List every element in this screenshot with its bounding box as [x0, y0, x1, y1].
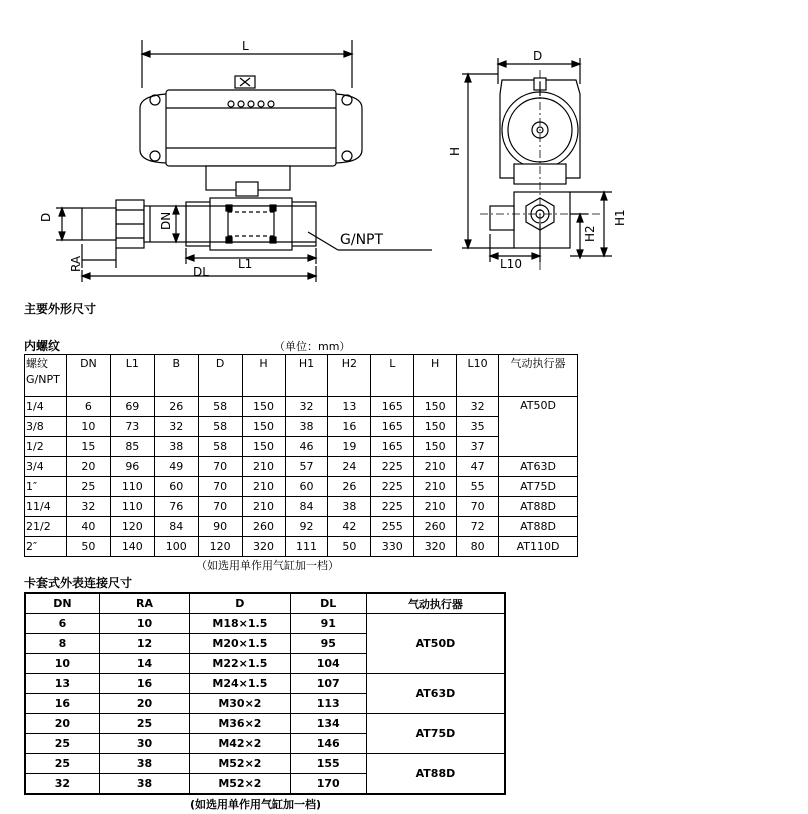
table-cell: 1/4 [25, 397, 67, 417]
header-cell: 气动执行器 [366, 593, 505, 614]
table-cell: 6 [25, 614, 99, 634]
table1-title: 内螺纹 [24, 339, 61, 353]
table-cell: 111 [285, 537, 328, 557]
table-cell: 155 [290, 754, 366, 774]
table-cell: 110 [110, 477, 154, 497]
table-cell: 80 [457, 537, 499, 557]
table-cell: 225 [371, 477, 414, 497]
table-cell: 20 [66, 457, 110, 477]
table-cell: 32 [66, 497, 110, 517]
table-cell: 70 [457, 497, 499, 517]
internal-thread-table [24, 354, 578, 557]
table-cell: 320 [242, 537, 285, 557]
actuator-cell: AT50D [499, 397, 578, 457]
table-cell: 32 [457, 397, 499, 417]
table-cell: 330 [371, 537, 414, 557]
table-row [25, 417, 578, 437]
table-cell: 25 [99, 714, 189, 734]
dim-label-H2: H2 [583, 225, 597, 242]
table-cell: 113 [290, 694, 366, 714]
table-cell: 6 [66, 397, 110, 417]
table-cell: 120 [110, 517, 154, 537]
table-cell: M18×1.5 [190, 614, 290, 634]
valve-technical-drawing [0, 0, 808, 300]
table-cell: 12 [99, 634, 189, 654]
table-cell: 47 [457, 457, 499, 477]
table-cell: 120 [198, 537, 242, 557]
header-cell: H1 [285, 355, 328, 397]
table-cell: 32 [285, 397, 328, 417]
table-cell: 10 [25, 654, 99, 674]
table-cell: 107 [290, 674, 366, 694]
header-cell: D [198, 355, 242, 397]
actuator-cell: AT88D [499, 517, 578, 537]
table-cell: 91 [290, 614, 366, 634]
table-cell: 255 [371, 517, 414, 537]
table-cell: 320 [414, 537, 457, 557]
header-cell: L10 [457, 355, 499, 397]
table2-note: (如选用单作用气缸加一档) [190, 798, 322, 811]
table-cell: 38 [285, 417, 328, 437]
table-cell: 90 [198, 517, 242, 537]
table-row [25, 614, 505, 634]
table-row [25, 714, 505, 734]
dim-label-DN: DN [159, 211, 173, 230]
header-cell: DN [25, 593, 99, 614]
table-cell: 50 [328, 537, 371, 557]
table-cell: 16 [99, 674, 189, 694]
table-cell: 3/8 [25, 417, 67, 437]
table-cell: 225 [371, 457, 414, 477]
header-cell: L [371, 355, 414, 397]
dim-label-DL: DL [193, 265, 209, 279]
table-cell: 70 [198, 457, 242, 477]
actuator-cell: AT88D [366, 754, 505, 795]
table-cell: 38 [154, 437, 198, 457]
table-cell: 92 [285, 517, 328, 537]
table-cell: M52×2 [190, 774, 290, 795]
table-row [25, 517, 578, 537]
table-cell: 3/4 [25, 457, 67, 477]
table-cell: 260 [414, 517, 457, 537]
table2-title: 卡套式外表连接尺寸 [24, 576, 133, 590]
header-cell: D [190, 593, 290, 614]
table-cell: 70 [198, 477, 242, 497]
table-cell: 84 [154, 517, 198, 537]
header-thread-label: 螺纹 [26, 357, 48, 370]
table-cell: 38 [99, 774, 189, 795]
table-cell: 25 [25, 734, 99, 754]
table-cell: 40 [66, 517, 110, 537]
table-cell: 37 [457, 437, 499, 457]
table-cell: 60 [154, 477, 198, 497]
table-cell: 25 [25, 754, 99, 774]
table-cell: 150 [414, 417, 457, 437]
table-cell: 26 [154, 397, 198, 417]
table-cell: 134 [290, 714, 366, 734]
table-cell: M42×2 [190, 734, 290, 754]
table-cell: M24×1.5 [190, 674, 290, 694]
header-cell: H2 [328, 355, 371, 397]
table-cell: 16 [328, 417, 371, 437]
table-cell: 146 [290, 734, 366, 754]
dim-label-L: L [242, 39, 249, 53]
table1-note: （如选用单作用气缸加一档） [196, 559, 339, 572]
table-cell: 50 [66, 537, 110, 557]
compression-fitting-table [24, 592, 506, 795]
table-cell: 13 [25, 674, 99, 694]
table-cell: 85 [110, 437, 154, 457]
table-cell: 2″ [25, 537, 67, 557]
table-cell: 55 [457, 477, 499, 497]
table-cell: 150 [242, 437, 285, 457]
table-cell: 150 [414, 437, 457, 457]
table-cell: 15 [66, 437, 110, 457]
table-cell: 8 [25, 634, 99, 654]
table-cell: 25 [66, 477, 110, 497]
table-cell: 32 [154, 417, 198, 437]
header-cell: RA [99, 593, 189, 614]
actuator-cell: AT63D [366, 674, 505, 714]
table-cell: 16 [25, 694, 99, 714]
header-cell: 气动执行器 [499, 355, 578, 397]
table-cell: 210 [414, 457, 457, 477]
dim-label-RA: RA [69, 255, 83, 272]
table-cell: 150 [414, 397, 457, 417]
table-cell: 165 [371, 397, 414, 417]
dim-label-L10: L10 [500, 257, 522, 271]
table2-header-row [25, 593, 505, 614]
table-cell: 32 [25, 774, 99, 795]
dim-label-H: H [448, 146, 462, 156]
table-cell: 210 [242, 497, 285, 517]
table-cell: 1/2 [25, 437, 67, 457]
table-cell: M22×1.5 [190, 654, 290, 674]
table-cell: 104 [290, 654, 366, 674]
table-cell: 72 [457, 517, 499, 537]
table-cell: 58 [198, 417, 242, 437]
table-cell: 165 [371, 417, 414, 437]
table-cell: 69 [110, 397, 154, 417]
table-row [25, 477, 578, 497]
table-cell: 210 [242, 477, 285, 497]
dim-label-G-NPT: G/NPT [340, 232, 384, 248]
table-cell: 95 [290, 634, 366, 654]
table-row [25, 537, 578, 557]
table-cell: 42 [328, 517, 371, 537]
table-cell: 210 [242, 457, 285, 477]
table-cell: 30 [99, 734, 189, 754]
table-cell: 260 [242, 517, 285, 537]
table-cell: M36×2 [190, 714, 290, 734]
dim-label-D-side: D [533, 49, 543, 63]
table-cell: 225 [371, 497, 414, 517]
table-cell: M20×1.5 [190, 634, 290, 654]
header-thread-std: G/NPT [26, 373, 60, 386]
table-row [25, 674, 505, 694]
table-row [25, 497, 578, 517]
table-cell: M30×2 [190, 694, 290, 714]
table-cell: 57 [285, 457, 328, 477]
header-cell: DL [290, 593, 366, 614]
table1-header-row [25, 355, 578, 397]
table-cell: 210 [414, 477, 457, 497]
table-cell: 58 [198, 437, 242, 457]
table-cell: 35 [457, 417, 499, 437]
table-cell: 21/2 [25, 517, 67, 537]
actuator-cell: AT75D [366, 714, 505, 754]
table-cell: 24 [328, 457, 371, 477]
table-row [25, 397, 578, 417]
table-cell: 46 [285, 437, 328, 457]
header-cell: B [154, 355, 198, 397]
table-cell: 60 [285, 477, 328, 497]
table-cell: 165 [371, 437, 414, 457]
table-cell: 210 [414, 497, 457, 517]
table-cell: 150 [242, 397, 285, 417]
table-cell: 96 [110, 457, 154, 477]
actuator-cell: AT110D [499, 537, 578, 557]
header-cell [25, 355, 67, 397]
table-cell: 11/4 [25, 497, 67, 517]
table-cell: M52×2 [190, 754, 290, 774]
table-cell: 10 [99, 614, 189, 634]
table-cell: 1″ [25, 477, 67, 497]
dim-label-L1: L1 [238, 257, 253, 271]
dim-label-D: D [39, 212, 53, 222]
table-cell: 14 [99, 654, 189, 674]
header-cell: DN [66, 355, 110, 397]
header-cell: H [242, 355, 285, 397]
table-cell: 26 [328, 477, 371, 497]
table-cell: 170 [290, 774, 366, 795]
table-cell: 20 [99, 694, 189, 714]
table-row [25, 754, 505, 774]
table-cell: 150 [242, 417, 285, 437]
actuator-cell: AT88D [499, 497, 578, 517]
header-cell: L1 [110, 355, 154, 397]
table-cell: 110 [110, 497, 154, 517]
table-cell: 20 [25, 714, 99, 734]
table-row [25, 437, 578, 457]
table-cell: 73 [110, 417, 154, 437]
section-title: 主要外形尺寸 [24, 302, 97, 316]
table-cell: 38 [328, 497, 371, 517]
actuator-cell: AT75D [499, 477, 578, 497]
table1-unit: （单位：mm） [274, 340, 351, 353]
actuator-cell: AT50D [366, 614, 505, 674]
table-cell: 84 [285, 497, 328, 517]
table-cell: 19 [328, 437, 371, 457]
table-cell: 58 [198, 397, 242, 417]
table-cell: 38 [99, 754, 189, 774]
header-cell: H [414, 355, 457, 397]
table-cell: 70 [198, 497, 242, 517]
dim-label-H1: H1 [613, 209, 627, 226]
actuator-cell: AT63D [499, 457, 578, 477]
table-cell: 49 [154, 457, 198, 477]
table-row [25, 457, 578, 477]
table-cell: 140 [110, 537, 154, 557]
table-cell: 100 [154, 537, 198, 557]
table-cell: 10 [66, 417, 110, 437]
table-cell: 76 [154, 497, 198, 517]
table-cell: 13 [328, 397, 371, 417]
